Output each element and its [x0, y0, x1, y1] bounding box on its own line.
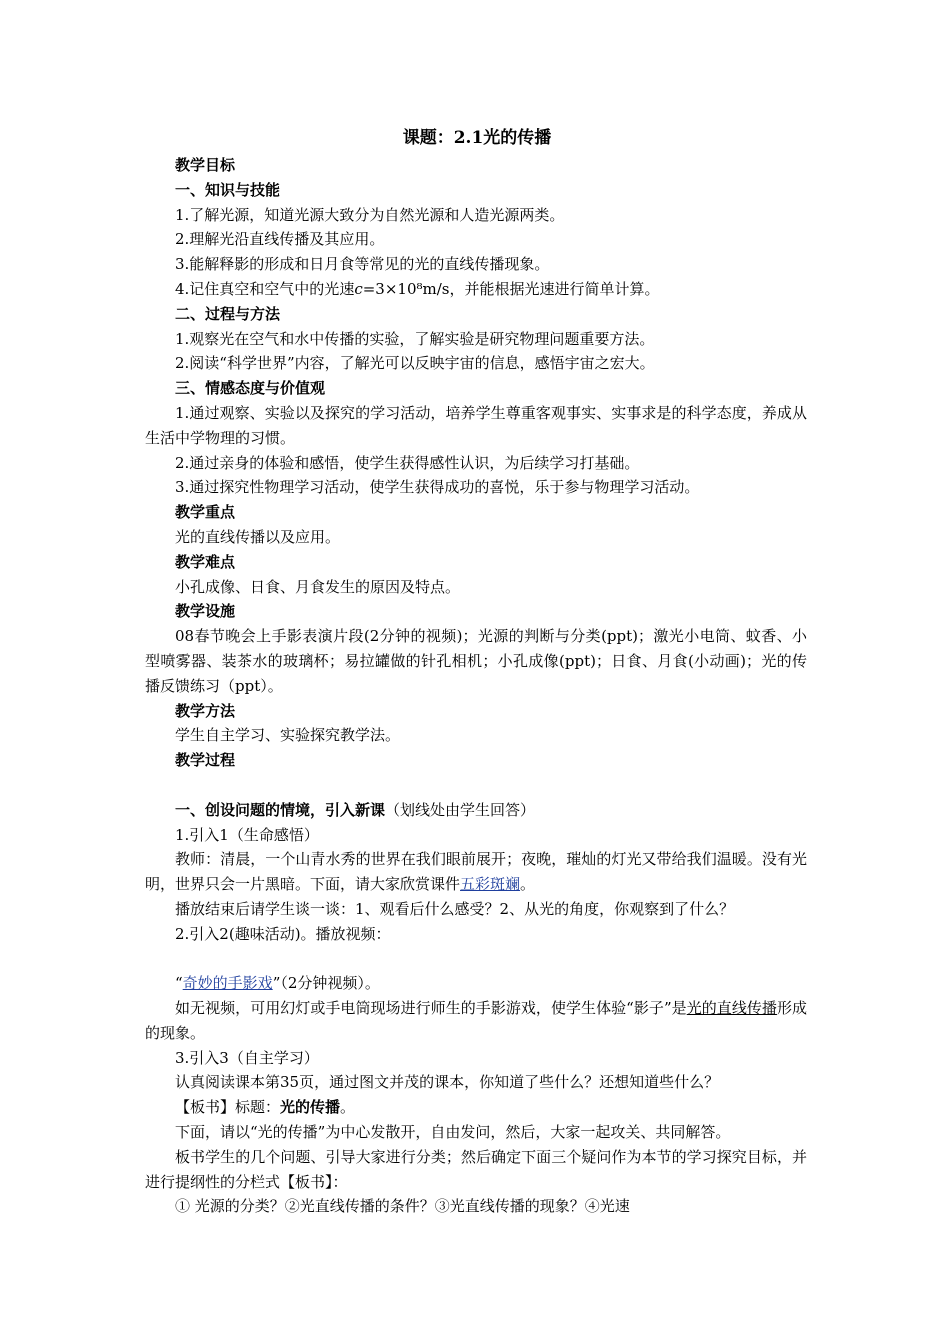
blank-line	[145, 947, 807, 972]
quote-open: “	[175, 974, 183, 993]
after-play-text: 播放结束后请学生谈一谈：1、观看后什么感受？2、从光的角度，你观察到了什么？	[175, 899, 735, 918]
objective-item: 3.能解释影的形成和日月食等常见的光的直线传播现象。	[175, 255, 550, 274]
no-video-paragraph	[145, 996, 807, 1046]
ask-text: 下面，请以“光的传播”为中心发散开，自由发问，然后，大家一起攻关、共同解答。	[175, 1123, 731, 1142]
objective-item: 3.通过探究性物理学习活动，使学生获得成功的喜悦，乐于参与物理学习活动。	[175, 478, 700, 497]
intro2-label: 2.引入2(趣味活动)。播放视频：	[175, 924, 391, 943]
teacher-text: 教师：清晨，一个山青水秀的世界在我们眼前展开；夜晚，璀灿的灯光又带给我们温暖。没有光明，世界只会一片黑暗。下面，请大家欣赏课件	[145, 850, 807, 894]
video-link[interactable]: 奇妙的手影戏	[182, 974, 273, 993]
difficulty-heading: 教学难点	[175, 552, 236, 571]
board-end: 。	[340, 1098, 356, 1117]
board-title-line	[145, 1095, 807, 1120]
method-text: 学生自主学习、实验探究教学法。	[175, 726, 401, 745]
facilities-heading: 教学设施	[175, 602, 236, 621]
section-heading-attitude: 三、情感态度与价值观	[175, 379, 326, 398]
objective-item: 2.通过亲身的体验和感悟，使学生获得感性认识，为后续学习打基础。	[175, 453, 640, 472]
section-heading-knowledge: 一、知识与技能	[175, 180, 281, 199]
key-point-text: 光的直线传播以及应用。	[175, 527, 341, 546]
reading-text: 认真阅读课本第35页，通过图文并茂的课本，你知道了些什么？还想知道些什么？	[175, 1073, 720, 1092]
objective-item: 2.阅读“科学世界”内容，了解光可以反映宇宙的信息，感悟宇宙之宏大。	[175, 354, 655, 373]
teacher-text-end: 。	[520, 875, 536, 894]
intro1-label: 1.引入1（生命感悟）	[175, 825, 319, 844]
method-heading: 教学方法	[175, 701, 236, 720]
courseware-link[interactable]: 五彩斑斓	[460, 875, 521, 894]
part1-heading: 一、创设问题的情境，引入新课	[175, 800, 386, 819]
objective-item: 1.了解光源，知道光源大致分为自然光源和人造光源两类。	[175, 205, 565, 224]
board-label: 【板书】标题：	[175, 1098, 281, 1117]
page-title: 课题：2.1光的传播	[402, 128, 552, 148]
board-title: 光的传播	[280, 1098, 341, 1117]
video-line	[145, 971, 807, 996]
objective-item: 2.理解光沿直线传播及其应用。	[175, 230, 385, 249]
teacher-paragraph	[145, 847, 807, 897]
objective-text: =3×10⁸m/s，并能根据光速进行简单计算。	[362, 279, 660, 298]
objective-text: 4.记住真空和空气中的光速	[175, 279, 355, 298]
intro3-label: 3.引入3（自主学习）	[175, 1048, 319, 1067]
section-heading-process: 二、过程与方法	[175, 304, 281, 323]
speed-variable: c	[354, 279, 363, 298]
no-video-text-end: 形成的现象。	[145, 999, 807, 1042]
no-video-text: 如无视频，可用幻灯或手电筒现场进行师生的手影游戏，使学生体验“影子”是	[175, 999, 687, 1018]
part1-heading-line	[145, 798, 807, 823]
board-paragraph: 板书学生的几个问题、引导大家进行分类；然后确定下面三个疑问作为本节的学习探究目标，并进行提纲性的分栏式【板书】：	[145, 1147, 807, 1191]
objective-item-light-speed	[145, 277, 807, 302]
difficulty-text: 小孔成像、日食、月食发生的原因及特点。	[175, 577, 461, 596]
objectives-heading: 教学目标	[175, 156, 236, 174]
key-point-heading: 教学重点	[175, 503, 236, 522]
objective-item: 1.观察光在空气和水中传播的实验，了解实验是研究物理问题重要方法。	[175, 329, 655, 348]
process-heading: 教学过程	[175, 751, 236, 770]
objective-item: 1.通过观察、实验以及探究的学习活动，培养学生尊重客观事实、实事求是的科学态度，养成从生活中学物理的习惯。	[145, 403, 807, 447]
document-body	[145, 125, 807, 1219]
questions-line: ① 光源的分类？②光直线传播的条件？③光直线传播的现象？④光速	[175, 1197, 630, 1216]
answer-underlined: 光的直线传播	[686, 999, 777, 1018]
blank-line	[145, 773, 807, 798]
facilities-text: 08春节晚会上手影表演片段(2分钟的视频)；光源的判断与分类(ppt)；激光小电筒、蚊香、小型喷雾器、装茶水的玻璃杯；易拉罐做的针孔相机；小孔成像(ppt)；日食、月食(小动画)；光的传播反馈练习（ppt）。	[145, 627, 807, 695]
part1-note: （划线处由学生回答）	[385, 800, 536, 819]
video-duration: ”（2分钟视频）。	[272, 974, 380, 993]
